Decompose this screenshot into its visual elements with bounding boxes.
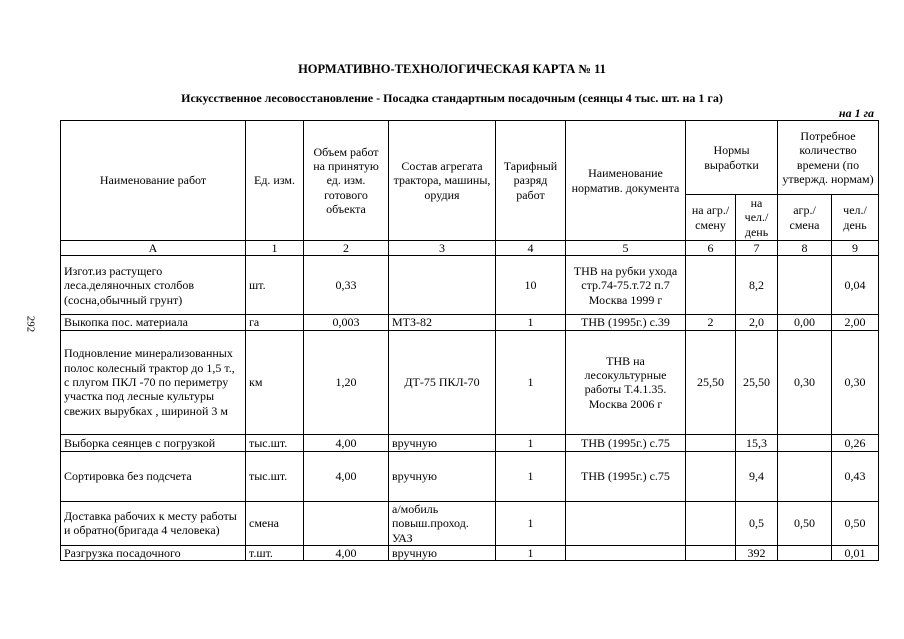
cell-tariff: 1 <box>496 434 566 451</box>
table-row <box>61 451 879 501</box>
column-index: 7 <box>736 241 778 256</box>
table-row <box>61 315 879 330</box>
cell-time-agr: 0,30 <box>778 330 832 434</box>
cell-time-man: 0,01 <box>832 545 879 560</box>
cell-work-name: Выкопка пос. материала <box>61 315 246 330</box>
cell-composition: а/мобиль повыш.проход. УАЗ <box>389 501 496 545</box>
table-row <box>61 545 879 560</box>
cell-unit: тыс.шт. <box>246 434 304 451</box>
cell-time-man: 0,04 <box>832 256 879 315</box>
cell-output-man: 392 <box>736 545 778 560</box>
cell-output-man: 8,2 <box>736 256 778 315</box>
cell-composition: ДТ-75 ПКЛ-70 <box>389 330 496 434</box>
cell-time-agr <box>778 545 832 560</box>
cell-time-man: 0,26 <box>832 434 879 451</box>
cell-norm-doc: ТНВ (1995г.) с.75 <box>566 434 686 451</box>
cell-output-man: 2,0 <box>736 315 778 330</box>
norms-table <box>60 120 879 561</box>
cell-output-agr: 25,50 <box>686 330 736 434</box>
cell-output-man: 15,3 <box>736 434 778 451</box>
cell-unit: шт. <box>246 256 304 315</box>
page-number: 292 <box>24 315 37 333</box>
cell-time-agr: 0,50 <box>778 501 832 545</box>
cell-volume: 0,003 <box>304 315 389 330</box>
cell-unit: смена <box>246 501 304 545</box>
cell-time-man: 0,30 <box>832 330 879 434</box>
cell-unit: тыс.шт. <box>246 451 304 501</box>
cell-work-name: Подновление минерализованных полос колесный трактор до 1,5 т., с плугом ПКЛ -70 по периметру участка под лесные культуры свежих вырубках , шириной 3 м <box>61 330 246 434</box>
cell-norm-doc: ТНВ на рубки ухода стр.74-75.т.72 п.7 Москва 1999 г <box>566 256 686 315</box>
cell-composition <box>389 256 496 315</box>
cell-norm-doc <box>566 501 686 545</box>
column-index: 8 <box>778 241 832 256</box>
cell-work-name: Разгрузка посадочного <box>61 545 246 560</box>
cell-output-agr: 2 <box>686 315 736 330</box>
cell-output-agr <box>686 256 736 315</box>
cell-work-name: Изгот.из растущего леса.деляночных столбов (сосна,обычный грунт) <box>61 256 246 315</box>
header-unit-composition: Состав агрегата трактора, машины, орудия <box>389 121 496 241</box>
cell-volume: 4,00 <box>304 451 389 501</box>
header-output-per-machine-shift: на агр./ смену <box>686 195 736 241</box>
cell-time-agr <box>778 434 832 451</box>
column-index: А <box>61 241 246 256</box>
cell-volume <box>304 501 389 545</box>
column-index: 5 <box>566 241 686 256</box>
cell-unit: км <box>246 330 304 434</box>
header-time-required: Потребное количество времени (по утвержд. нормам) <box>778 121 879 195</box>
cell-unit: га <box>246 315 304 330</box>
cell-tariff: 1 <box>496 545 566 560</box>
table-row <box>61 501 879 545</box>
cell-output-agr <box>686 451 736 501</box>
cell-output-man: 25,50 <box>736 330 778 434</box>
cell-time-agr: 0,00 <box>778 315 832 330</box>
document-title: НОРМАТИВНО-ТЕХНОЛОГИЧЕСКАЯ КАРТА № 11 <box>298 62 606 76</box>
header-volume: Объем работ на принятую ед. изм. готового объекта <box>304 121 389 241</box>
cell-composition: вручную <box>389 545 496 560</box>
header-unit: Ед. изм. <box>246 121 304 241</box>
cell-time-agr <box>778 451 832 501</box>
column-index: 3 <box>389 241 496 256</box>
header-tariff: Тарифный разряд работ <box>496 121 566 241</box>
cell-composition: вручную <box>389 451 496 501</box>
unit-note: на 1 га <box>838 106 874 120</box>
cell-time-agr <box>778 256 832 315</box>
cell-volume: 0,33 <box>304 256 389 315</box>
header-output-norms: Нормы выработки <box>686 121 778 195</box>
column-index-row <box>61 241 879 256</box>
cell-norm-doc: ТНВ (1995г.) с.39 <box>566 315 686 330</box>
cell-time-man: 0,50 <box>832 501 879 545</box>
cell-volume: 1,20 <box>304 330 389 434</box>
cell-unit: т.шт. <box>246 545 304 560</box>
column-index: 1 <box>246 241 304 256</box>
header-name: Наименование работ <box>61 121 246 241</box>
column-index: 9 <box>832 241 879 256</box>
cell-output-agr <box>686 501 736 545</box>
table-row <box>61 330 879 434</box>
cell-work-name: Сортировка без подсчета <box>61 451 246 501</box>
column-index: 4 <box>496 241 566 256</box>
cell-tariff: 1 <box>496 451 566 501</box>
cell-work-name: Выборка сеянцев с погрузкой <box>61 434 246 451</box>
cell-volume: 4,00 <box>304 545 389 560</box>
header-output-per-man-day: на чел./ день <box>736 195 778 241</box>
cell-work-name: Доставка рабочих к месту работы и обратно(бригада 4 человека) <box>61 501 246 545</box>
cell-tariff: 1 <box>496 315 566 330</box>
column-index: 2 <box>304 241 389 256</box>
header-norm-doc: Наименование норматив. документа <box>566 121 686 241</box>
table-row <box>61 256 879 315</box>
cell-tariff: 10 <box>496 256 566 315</box>
header-time-man-day: чел./ день <box>832 195 879 241</box>
table-row <box>61 434 879 451</box>
cell-norm-doc: ТНВ (1995г.) с.75 <box>566 451 686 501</box>
cell-output-man: 9,4 <box>736 451 778 501</box>
cell-tariff: 1 <box>496 501 566 545</box>
header-time-machine-shift: агр./ смена <box>778 195 832 241</box>
cell-volume: 4,00 <box>304 434 389 451</box>
cell-output-agr <box>686 434 736 451</box>
cell-time-man: 0,43 <box>832 451 879 501</box>
cell-composition: вручную <box>389 434 496 451</box>
column-index: 6 <box>686 241 736 256</box>
cell-tariff: 1 <box>496 330 566 434</box>
cell-output-agr <box>686 545 736 560</box>
document-subtitle: Искусственное лесовосстановление - Посадка стандартным посадочным (сеянцы 4 тыс. шт. на 1 га) <box>181 91 723 105</box>
cell-composition: МТЗ-82 <box>389 315 496 330</box>
cell-norm-doc <box>566 545 686 560</box>
cell-time-man: 2,00 <box>832 315 879 330</box>
cell-norm-doc: ТНВ на лесокультурные работы Т.4.1.35. Москва 2006 г <box>566 330 686 434</box>
cell-output-man: 0,5 <box>736 501 778 545</box>
